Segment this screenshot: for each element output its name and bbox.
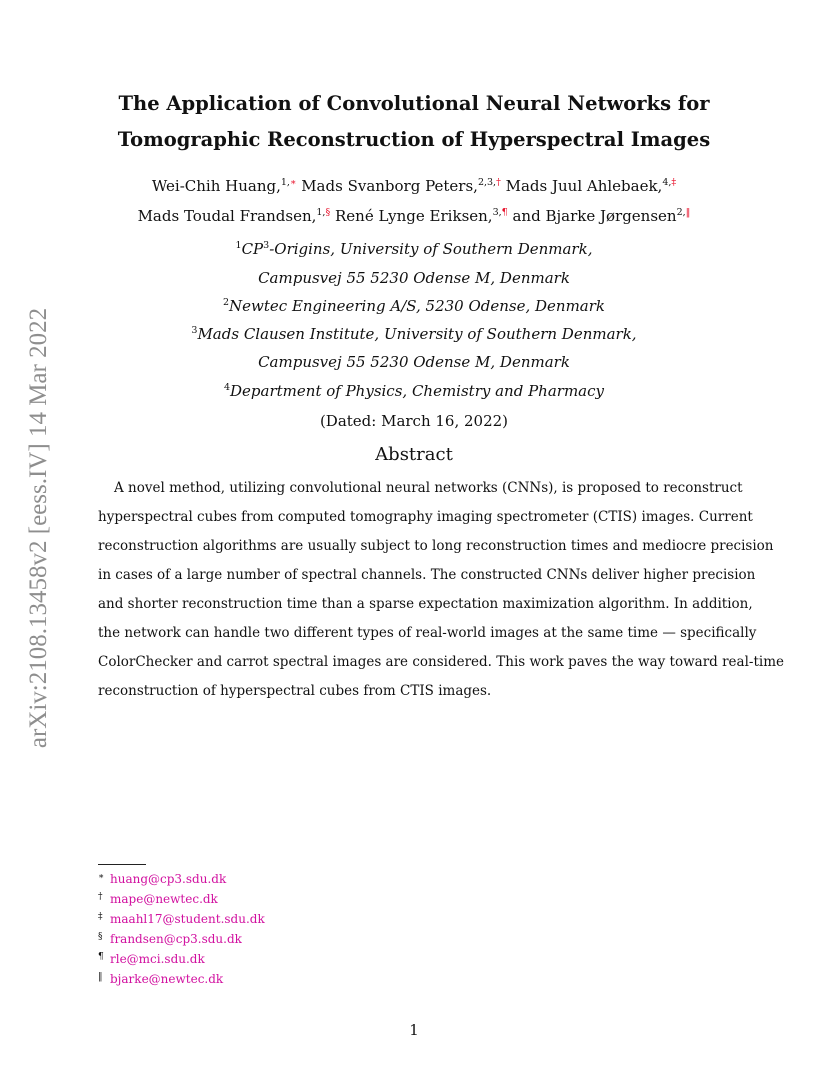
footnote-rule (98, 864, 146, 865)
affiliation-1: $^1CP^3$-Origins, University of Southern Denmark, (235, 240, 593, 258)
email-link[interactable]: frandsen@cp3.sdu.dk (110, 932, 242, 946)
author-line-1: Wei-Chih Huang,$^{1,∗}$ Mads Svanborg Peters,$^{2,3,\dagger}$ Mads Juul Ahlebaek,$^{4,\ddagger}$ (151, 177, 677, 195)
footnote-link[interactable]: ‡ (671, 177, 677, 188)
author-name: René Lynge Eriksen, (335, 207, 493, 225)
abstract-line: reconstruction of hyperspectral cubes from CTIS images. (98, 683, 492, 699)
footnote: ‖ bjarke@newtec.dk (98, 972, 224, 986)
email-link[interactable]: bjarke@newtec.dk (110, 972, 224, 986)
affiliation-1-address: Campusvej 55 5230 Odense M, Denmark (258, 269, 570, 287)
affiliation-2: $^2$Newtec Engineering A/S, 5230 Odense, Denmark (222, 297, 606, 315)
abstract-line: in cases of a large number of spectral channels. The constructed CNNs deliver higher precision (98, 567, 756, 583)
footnote-link[interactable]: † (496, 177, 501, 188)
author-name: Mads Svanborg Peters, (301, 177, 478, 195)
footnote-link[interactable]: ‖ (685, 207, 691, 218)
email-link[interactable]: maahl17@student.sdu.dk (110, 912, 265, 926)
page-number: 1 (409, 1021, 419, 1039)
footnote: † mape@newtec.dk (98, 892, 218, 906)
footnote-link[interactable]: § (325, 207, 331, 218)
abstract-line: A novel method, utilizing convolutional neural networks (CNNs), is proposed to reconstruct (114, 480, 743, 496)
abstract-line: and shorter reconstruction time than a sparse expectation maximization algorithm. In addition, (98, 596, 753, 612)
author-name: Mads Toudal Frandsen, (137, 207, 317, 225)
paper-title-line-1: The Application of Convolutional Neural Networks for (118, 92, 710, 115)
footnote: ∗ huang@cp3.sdu.dk (98, 872, 227, 886)
abstract-line: ColorChecker and carrot spectral images are considered. This work paves the way toward real-time (98, 654, 785, 670)
author-name: Mads Juul Ahlebaek, (505, 177, 663, 195)
email-link[interactable]: mape@newtec.dk (110, 892, 218, 906)
paper-title-line-2: Tomographic Reconstruction of Hyperspectral Images (117, 128, 711, 151)
affiliation-4: $^4$Department of Physics, Chemistry and Pharmacy (223, 382, 604, 400)
affiliation-3-address: Campusvej 55 5230 Odense M, Denmark (258, 353, 570, 371)
author-line-2: Mads Toudal Frandsen,$^{1,\S}$ René Lynge Eriksen,$^{3,\P}$ and Bjarke Jørgensen$^{2,‖}$ (137, 207, 691, 225)
abstract-heading: Abstract (375, 444, 453, 465)
dated-line: (Dated: March 16, 2022) (319, 412, 509, 430)
author-name: Wei-Chih Huang, (151, 177, 281, 195)
affiliation-3: $^3$Mads Clausen Institute, University of Southern Denmark, (191, 325, 637, 343)
footnote: ¶ rle@mci.sdu.dk (98, 952, 205, 966)
footnote-link[interactable]: ∗ (289, 177, 297, 188)
email-link[interactable]: huang@cp3.sdu.dk (110, 872, 227, 886)
abstract-line: reconstruction algorithms are usually subject to long reconstruction times and mediocre precision (98, 538, 774, 554)
footnote: § frandsen@cp3.sdu.dk (98, 932, 242, 946)
author-name: and Bjarke Jørgensen (512, 207, 677, 225)
email-link[interactable]: rle@mci.sdu.dk (110, 952, 205, 966)
abstract-line: the network can handle two different types of real-world images at the same time — specifically (98, 625, 757, 641)
footnote: ‡ maahl17@student.sdu.dk (98, 912, 265, 926)
arxiv-id: arXiv:2108.13458v2 [eess.IV] 14 Mar 2022 (25, 307, 52, 749)
footnote-link[interactable]: ¶ (501, 207, 508, 218)
abstract-line: hyperspectral cubes from computed tomography imaging spectrometer (CTIS) images. Current (98, 509, 753, 525)
